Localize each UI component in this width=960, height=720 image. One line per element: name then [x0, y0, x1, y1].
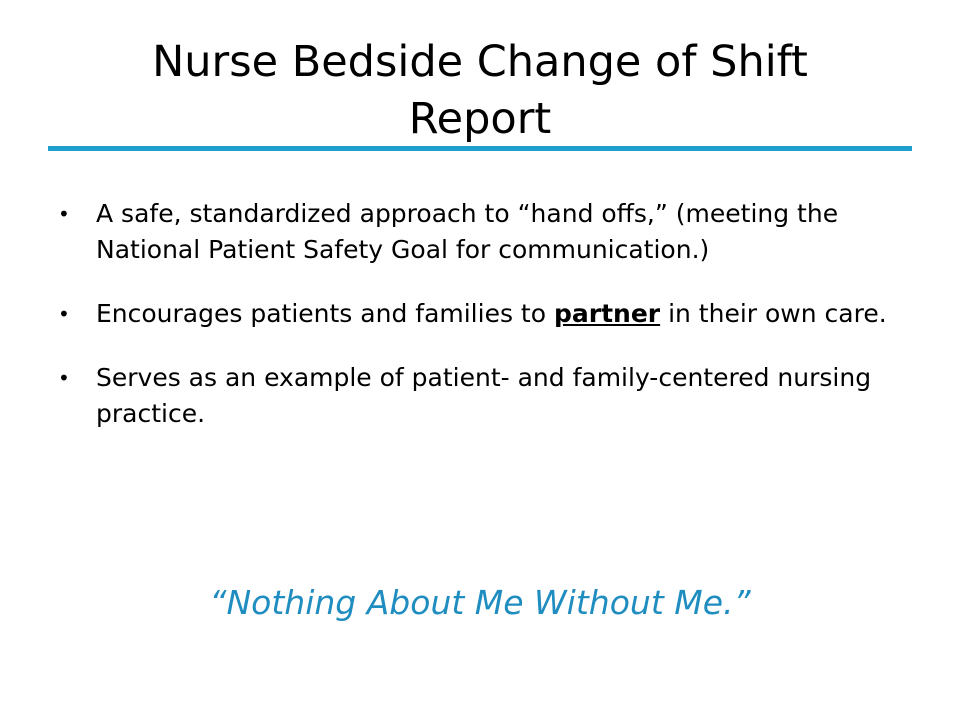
bullet-text-after: in their own care. — [660, 299, 887, 328]
title-line-1: Nurse Bedside Change of Shift — [152, 37, 808, 87]
closing-quote: “Nothing About Me Without Me.” — [209, 583, 751, 622]
title-line-2: Report — [408, 94, 552, 144]
bullet-text-before: Encourages patients and families to — [96, 299, 554, 328]
slide-title — [48, 34, 912, 148]
bullet-marker: • — [58, 202, 70, 226]
title-underline-rule — [48, 146, 912, 151]
bullet-list — [58, 196, 904, 460]
bullet-item-handoffs — [58, 196, 904, 268]
bullet-text: A safe, standardized approach to “hand offs,” (meeting the National Patient Safety Goal for communication.) — [96, 199, 839, 264]
bullet-emphasis-partner: partner — [553, 299, 661, 328]
bullet-marker: • — [58, 366, 70, 390]
bullet-item-partner — [58, 296, 904, 332]
bullet-item-practice — [58, 360, 904, 432]
bullet-marker: • — [58, 302, 70, 326]
bullet-text: Serves as an example of patient- and family-centered nursing practice. — [96, 363, 872, 428]
